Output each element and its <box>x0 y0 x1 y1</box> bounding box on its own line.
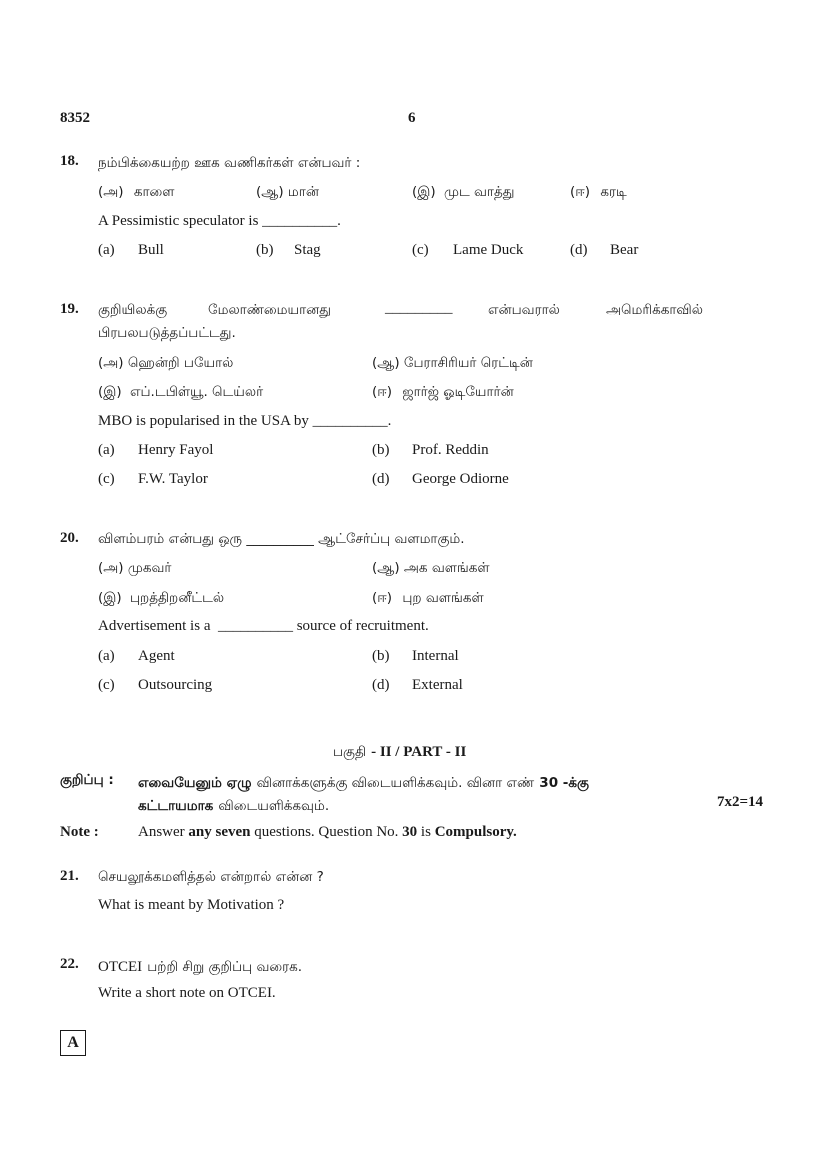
marks-scheme: 7x2=14 <box>717 794 764 810</box>
option-text: Prof. Reddin <box>412 442 489 458</box>
tamil-option: (இ) முட வாத்து <box>412 184 515 200</box>
question-tamil: செயலூக்கமளித்தல் என்றால் என்ன ? <box>98 869 324 885</box>
page-number: 6 <box>408 110 416 126</box>
option-key: (b) <box>372 442 390 458</box>
part-heading: பகுதி - II / PART - II <box>333 744 467 760</box>
note-label: Note : <box>60 824 99 840</box>
option-key: (a) <box>98 648 115 664</box>
note-english: Answer any seven questions. Question No. 30 is Compulsory. <box>138 824 517 840</box>
note-tamil-line2: கட்டாயமாக விடையளிக்கவும். <box>138 798 330 814</box>
tamil-option: (ஈ) கரடி <box>570 184 627 200</box>
question-english: Write a short note on OTCEI. <box>98 985 276 1001</box>
tamil-option: (ஈ) புற வளங்கள் <box>372 590 484 606</box>
option-text: Lame Duck <box>453 242 524 258</box>
question-number: 20. <box>60 530 79 546</box>
option-text: George Odiorne <box>412 471 509 487</box>
option-text: F.W. Taylor <box>138 471 208 487</box>
question-english: A Pessimistic speculator is __________. <box>98 213 341 229</box>
option-text: Henry Fayol <box>138 442 214 458</box>
option-text: Bull <box>138 242 164 258</box>
tamil-option: (ஆ) அக வளங்கள் <box>372 560 490 576</box>
question-number: 22. <box>60 956 79 972</box>
question-tamil: நம்பிக்கையற்ற ஊக வணிகர்கள் என்பவர் : <box>98 155 361 171</box>
tamil-option: (இ) எப்.டபிள்யூ. டெய்லர் <box>98 384 264 400</box>
option-key: (c) <box>98 677 115 693</box>
option-key: (d) <box>570 242 588 258</box>
option-key: (b) <box>256 242 274 258</box>
option-text: External <box>412 677 463 693</box>
tamil-option: (ஈ) ஜார்ஜ் ஓடியோர்ன் <box>372 384 514 400</box>
question-number: 19. <box>60 301 79 317</box>
note-tamil-line1: எவையேனும் ஏழு வினாக்களுக்கு விடையளிக்கவும். வினா எண் 30 -க்கு <box>138 775 589 791</box>
option-key: (d) <box>372 677 390 693</box>
question-english: MBO is popularised in the USA by __________. <box>98 413 392 429</box>
option-text: Bear <box>610 242 639 258</box>
question-tamil: பிரபலபடுத்தப்பட்டது. <box>98 325 236 341</box>
option-key: (a) <box>98 242 115 258</box>
question-tamil-word: மேலாண்மையானது <box>208 302 331 318</box>
question-english: What is meant by Motivation ? <box>98 897 285 913</box>
question-number: 21. <box>60 868 79 884</box>
question-tamil-word: அமெரிக்காவில் <box>606 302 703 318</box>
question-tamil: விளம்பரம் என்பது ஒரு __________ ஆட்சேர்ப்பு வளமாகும். <box>98 531 465 547</box>
paper-code: 8352 <box>60 110 90 126</box>
tamil-option: (ஆ) பேராசிரியர் ரெட்டின் <box>372 355 533 371</box>
series-box: A <box>60 1030 86 1056</box>
question-tamil-word: குறியிலக்கு <box>98 302 168 318</box>
option-key: (c) <box>412 242 429 258</box>
tamil-option: (ஆ) மான் <box>256 184 319 200</box>
tamil-option: (இ) புறத்திறனீட்டல் <box>98 590 225 606</box>
question-tamil: OTCEI பற்றி சிறு குறிப்பு வரைக. <box>98 959 303 975</box>
option-key: (d) <box>372 471 390 487</box>
tamil-option: (அ) காளை <box>98 184 175 200</box>
option-text: Stag <box>294 242 321 258</box>
option-text: Agent <box>138 648 175 664</box>
tamil-option: (அ) முகவர் <box>98 560 172 576</box>
option-text: Outsourcing <box>138 677 213 693</box>
question-english: Advertisement is a __________ source of recruitment. <box>98 618 429 634</box>
question-tamil-word: என்பவரால் <box>488 302 560 318</box>
note-label-tamil: குறிப்பு : <box>60 772 114 788</box>
question-number: 18. <box>60 153 79 169</box>
option-text: Internal <box>412 648 459 664</box>
option-key: (c) <box>98 471 115 487</box>
tamil-option: (அ) ஹென்றி பயோல் <box>98 355 234 371</box>
option-key: (a) <box>98 442 115 458</box>
option-key: (b) <box>372 648 390 664</box>
blank: _________ <box>385 300 453 316</box>
